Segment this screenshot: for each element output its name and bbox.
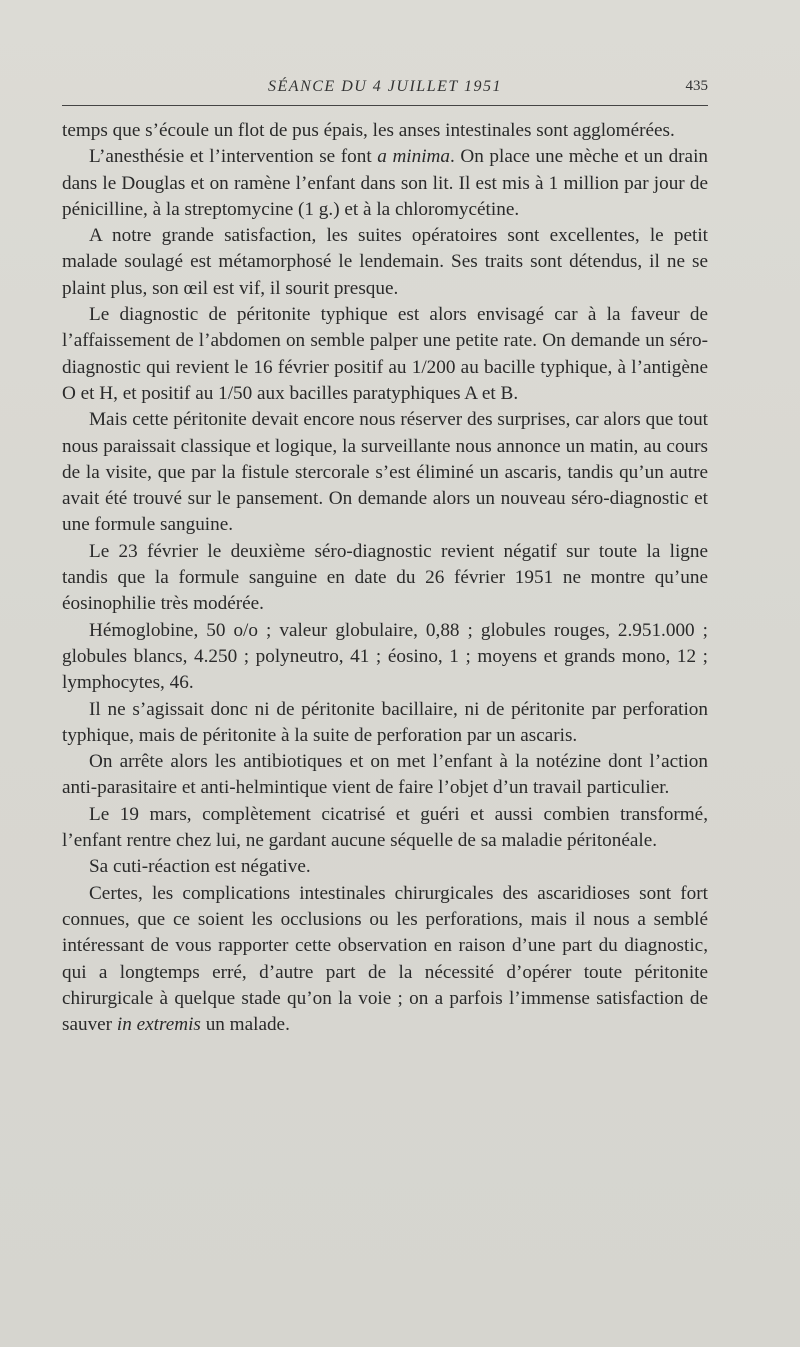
paragraph-2-text-a: L’anesthésie et l’intervention se font: [89, 146, 378, 168]
paragraph-2: [62, 144, 708, 223]
page-number: 435: [685, 78, 708, 94]
paragraph-3: A notre grande satisfaction, les suites opératoires sont excellentes, le petit malade soulagé est métamorphosé le lendemain. Ses traits sont détendus, il ne se plaint plus, son œil est vif, il sourit presque.: [62, 225, 708, 299]
running-title: SÉANCE DU 4 JUILLET 1951: [268, 78, 502, 95]
paragraph-12-text-b: un malade.: [200, 1014, 290, 1036]
paragraph-1: temps que s’écoule un flot de pus épais, les anses intestinales sont agglomérées.: [62, 120, 675, 141]
paragraph-5: Mais cette péritonite devait encore nous réserver des surprises, car alors que tout nous paraissait classique et logique, la surveillante nous annonce un matin, au cours de la visite, que par la fistule stercorale s’est éliminé un ascaris, tandis qu’un autre avait été trouvé sur le pansement. On demande alors un nouveau séro-diagnostic et une formule sanguine.: [62, 409, 708, 536]
paragraph-6: Le 23 février le deuxième séro-diagnostic revient négatif sur toute la ligne tandis que la formule sanguine en date du 26 février 1951 ne montre qu’une éosinophilie très modérée.: [62, 540, 708, 615]
paragraph-2-italic: a minima: [377, 146, 450, 168]
paragraph-12: [62, 881, 708, 1039]
paragraph-4: Le diagnostic de péritonite typhique est alors envisagé car à la faveur de l’affaissement de l’abdomen on semble palper une petite rate. On demande un séro-diagnostic qui revient le 16 février positif au 1/200 au bacille typhique, à l’antigène O et H, et positif au 1/50 aux bacilles paratyphiques A et B.: [62, 304, 708, 404]
paragraph-9: On arrête alors les antibiotiques et on met l’enfant à la notézine dont l’action anti-parasitaire et anti-helmintique vient de faire l’objet d’un travail particulier.: [62, 751, 708, 799]
paragraph-8: Il ne s’agissait donc ni de péritonite bacillaire, ni de péritonite par perforation typhique, mais de péritonite à la suite de perforation par un ascaris.: [62, 698, 708, 746]
paragraph-12-text-a: Certes, les complications intestinales chirurgicales des ascaridioses sont fort connues, que ce soient les occlusions ou les perforations, mais il nous a semblé intéressant de vous rapporter cette observation en raison d’une part du diagnostic, qui a longtemps erré, d’autre part de la nécessité d’opérer toute péritonite chirurgicale à quelque stade qu’on la voie ; on a parfois l’immense satisfaction de sauver: [62, 882, 708, 1036]
paragraph-10: Le 19 mars, complètement cicatrisé et guéri et aussi combien transformé, l’enfant rentre chez lui, ne gardant aucune séquelle de sa maladie péritonéale.: [62, 803, 708, 852]
paragraph-11: Sa cuti-réaction est négative.: [89, 856, 311, 878]
paragraph-7: Hémoglobine, 50 o/o ; valeur globulaire, 0,88 ; globules rouges, 2.951.000 ; globules blancs, 4.250 ; polyneutro, 41 ; éosino, 1 ; moyens et grands mono, 12 ; lymphocytes, 46.: [62, 619, 708, 694]
paragraph-2-text-b: . On place une mèche et un drain dans le Douglas et on ramène l’enfant dans son lit. Il est mis à 1 million par jour de pénicilline, à la streptomycine (1 g.) et à la chloromycétine.: [62, 146, 708, 220]
body-text: [62, 118, 708, 1038]
header-rule: [62, 105, 708, 106]
paragraph-12-italic: in extremis: [116, 1014, 201, 1036]
page-header: [62, 78, 708, 100]
